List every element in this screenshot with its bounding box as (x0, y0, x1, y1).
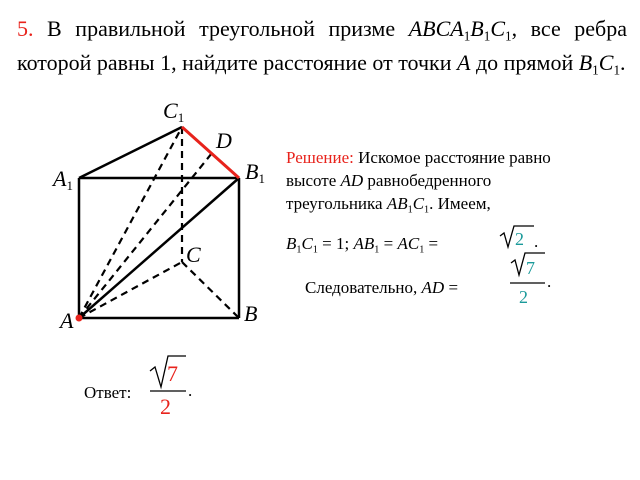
line-name: C (598, 50, 614, 75)
sqrt-value: 2 (515, 229, 524, 249)
answer-numerator: 7 (167, 361, 178, 386)
edge-a1-c1 (79, 127, 182, 178)
line-name: B (578, 50, 593, 75)
subscript: 1 (312, 244, 318, 256)
period: . (188, 381, 193, 400)
solution-text-part: Искомое расстояние равно высоте (286, 148, 551, 190)
edge-a-c (79, 262, 182, 318)
problem-text: , все ребра которой равны 1, найдите расстояние от точки (17, 16, 627, 75)
segment-name: A (397, 234, 408, 253)
edge-c-b (182, 262, 239, 318)
subscript: 1 (419, 244, 425, 256)
subscript: 1 (592, 62, 599, 78)
fraction-denominator: 2 (519, 287, 528, 307)
triangle-name: A (386, 194, 398, 213)
subscript: 1 (505, 28, 512, 44)
segment-name: C (301, 234, 313, 253)
subscript: 1 (463, 28, 471, 44)
segment-name: AD (340, 171, 364, 190)
subscript: 1 (613, 62, 621, 78)
label-c: C (186, 242, 201, 267)
solution-equation (286, 234, 438, 254)
segment-a-c1 (79, 127, 182, 318)
subscript: 1 (374, 244, 380, 256)
equation-part: = 1; (317, 234, 354, 253)
subscript: 1 (424, 204, 430, 216)
solution-text-part: . Имеем, (429, 194, 491, 213)
triangle-name: C (412, 194, 425, 213)
subscript: 1 (296, 244, 302, 256)
segment-name: C (407, 234, 420, 253)
subscript: 1 (483, 28, 491, 44)
answer-fraction (150, 356, 192, 419)
solution-text (286, 146, 586, 215)
period: . (534, 232, 539, 251)
point-name: A (456, 50, 471, 75)
segment-name: A (353, 234, 364, 253)
answer-label: Ответ: (84, 383, 132, 402)
fraction-numerator: 7 (526, 258, 535, 278)
segment-name: B (363, 234, 375, 253)
sqrt-two (500, 226, 538, 251)
solution-conclusion (305, 278, 458, 298)
segment-name: B (286, 234, 297, 253)
prism-name: ABCA (408, 16, 464, 41)
problem-text: В правильной треугольной призме (33, 16, 409, 41)
equation-part: = (444, 278, 459, 297)
problem-number: 5. (17, 16, 34, 41)
label-a: A (60, 308, 74, 333)
fraction-ad-value (510, 253, 551, 307)
equation-part: = (379, 234, 398, 253)
label-b: B (244, 301, 258, 326)
problem-text: до прямой (470, 50, 579, 75)
point-a-marker (76, 315, 83, 322)
triangle-name: B (397, 194, 408, 213)
label-d: D (216, 128, 232, 153)
solution-label: Решение: (286, 148, 354, 167)
label-b1: B1 (245, 159, 265, 186)
segment-name: AD (421, 278, 445, 297)
prism-name: C (490, 16, 506, 41)
subscript: 1 (407, 204, 413, 216)
solution-text-part: равнобедренного треугольника (286, 171, 492, 213)
segment-a-b1 (79, 178, 239, 318)
prism-name: B (470, 16, 484, 41)
answer-denominator: 2 (160, 394, 171, 419)
label-c1: C1 (163, 98, 185, 125)
equation-part: = (424, 234, 439, 253)
label-a1: A1 (53, 166, 73, 193)
problem-text: . (620, 50, 626, 75)
conclusion-text: Следовательно, (305, 278, 422, 297)
period: . (547, 272, 552, 291)
